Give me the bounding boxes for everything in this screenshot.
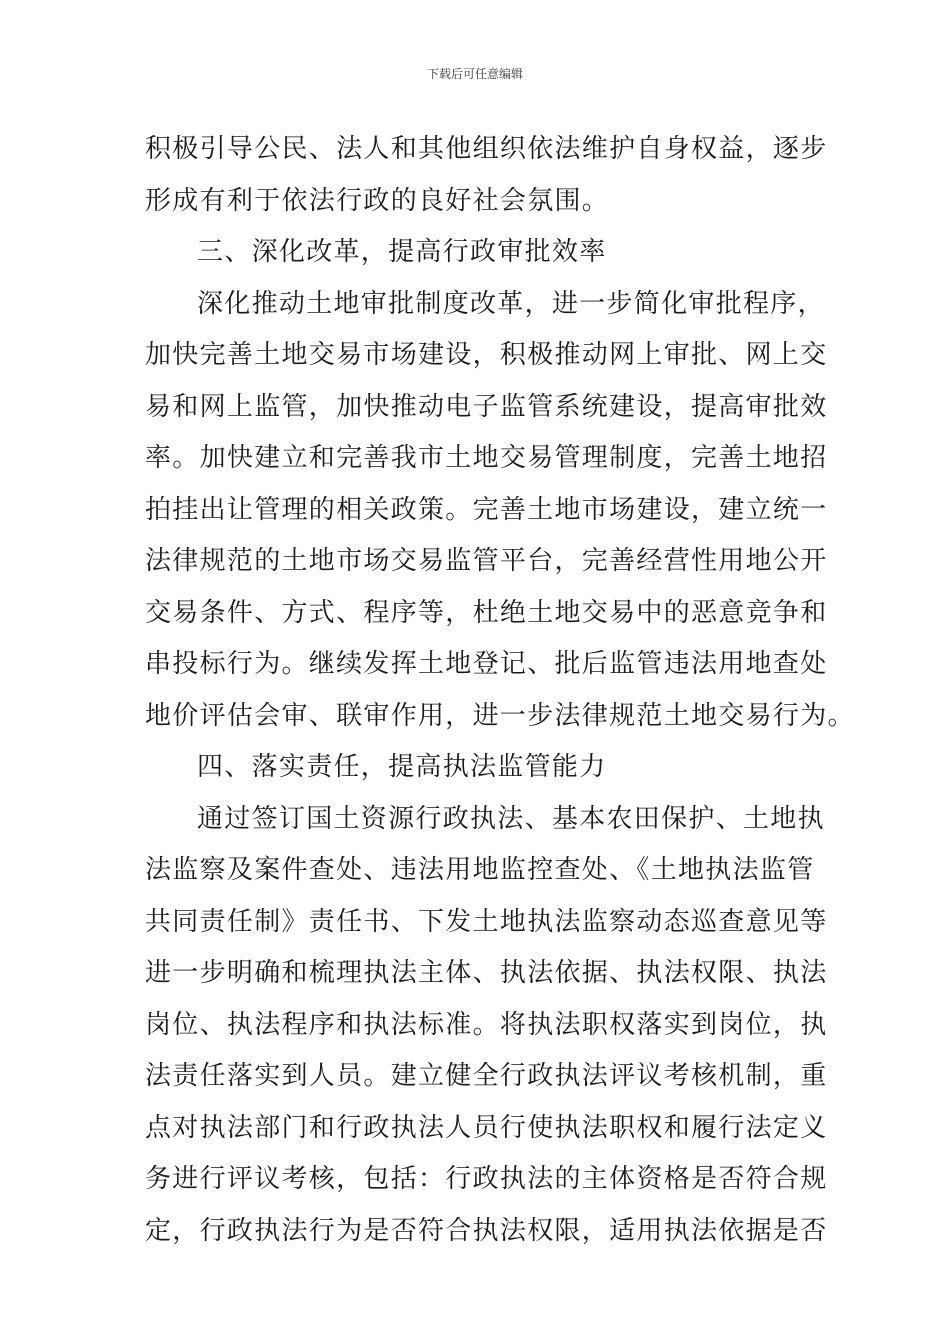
text-line: 进一步明确和梳理执法主体、执法依据、执法权限、执法 (145, 958, 828, 988)
text-line: 拍挂出让管理的相关政策。完善土地市场建设，建立统一 (145, 494, 828, 525)
text-line: 共同责任制》责任书、下发土地执法监察动态巡查意见等 (145, 906, 828, 937)
text-line: 点对执法部门和行政执法人员行使执法职权和履行法定义 (145, 1112, 828, 1143)
text-line: 法律规范的土地市场交易监管平台，完善经营性用地公开 (145, 546, 828, 576)
text-line: 岗位、执法程序和执法标准。将执法职权落实到岗位，执 (145, 1009, 828, 1040)
text-line: 务进行评议考核，包括：行政执法的主体资格是否符合规 (145, 1164, 828, 1194)
paragraph-start-line: 通过签订国土资源行政执法、基本农田保护、土地执 (197, 803, 825, 834)
text-line: 串投标行为。继续发挥土地登记、批后监管违法用地查处 (145, 649, 828, 679)
text-line: 易和网上监管，加快推动电子监管系统建设，提高审批效 (145, 391, 828, 422)
text-line: 法责任落实到人员。建立健全行政执法评议考核机制，重 (145, 1061, 828, 1091)
text-line: 积极引导公民、法人和其他组织依法维护自身权益，逐步 (145, 134, 828, 164)
text-line: 形成有利于依法行政的良好社会氛围。 (145, 185, 610, 216)
page-header: 下载后可任意编辑 (426, 67, 523, 81)
text-line: 地价评估会审、联审作用，进一步法律规范土地交易行为。 (145, 700, 855, 731)
text-line: 定，行政执法行为是否符合执法权限，适用执法依据是否 (145, 1215, 828, 1246)
text-line: 加快完善土地交易市场建设，积极推动网上审批、网上交 (145, 340, 828, 370)
document-body (145, 124, 855, 1257)
text-line: 法监察及案件查处、违法用地监控查处、《土地执法监管 (145, 855, 815, 885)
text-line: 率。加快建立和完善我市土地交易管理制度，完善土地招 (145, 443, 828, 473)
text-line: 交易条件、方式、程序等，杜绝土地交易中的恶意竞争和 (145, 597, 828, 628)
section-heading: 三、深化改革，提高行政审批效率 (197, 237, 607, 267)
section-heading: 四、落实责任，提高执法监管能力 (197, 752, 607, 782)
paragraph-start-line: 深化推动土地审批制度改革，进一步简化审批程序， (197, 288, 825, 319)
